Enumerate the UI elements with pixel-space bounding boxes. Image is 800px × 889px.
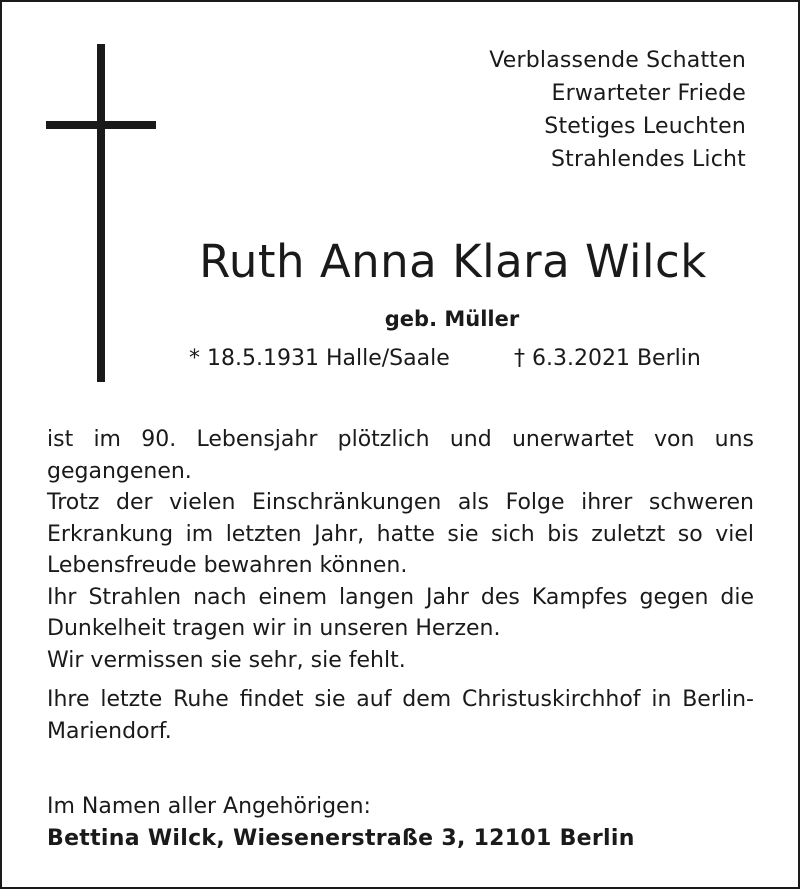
- body-paragraph: ist im 90. Lebensjahr plötzlich und unerwartet von uns gegangenen.: [47, 427, 754, 484]
- cross-horizontal-bar: [46, 121, 156, 129]
- body-paragraph: Trotz der vielen Einschränkungen als Folge ihrer schweren Erkrankung im letzten Jahr, hatte sie sich bis zuletzt so viel Lebensfreude bewahren können.: [47, 490, 754, 578]
- poem-line: Stetiges Leuchten: [544, 114, 746, 139]
- maiden-name: geb. Müller: [384, 307, 520, 331]
- cross-vertical-bar: [97, 44, 105, 382]
- signoff-intro: Im Namen aller Angehörigen:: [47, 794, 371, 819]
- birth-date: * 18.5.1931 Halle/Saale: [189, 346, 450, 371]
- body-paragraph: Ihr Strahlen nach einem langen Jahr des Kampfes gegen die Dunkelheit tragen wir in unseren Herzen.: [47, 584, 754, 641]
- poem: [489, 44, 746, 176]
- body-paragraph: Ihre letzte Ruhe findet sie auf dem Christuskirchhof in Berlin-Mariendorf.: [47, 687, 754, 744]
- deceased-name: Ruth Anna Klara Wilck: [199, 235, 707, 288]
- poem-line: Erwarteter Friede: [551, 81, 746, 106]
- signer: Bettina Wilck, Wiesenerstraße 3, 12101 Berlin: [47, 825, 635, 851]
- poem-line: Verblassende Schatten: [489, 48, 746, 73]
- death-date: † 6.3.2021 Berlin: [514, 346, 701, 371]
- body-paragraph: Wir vermissen sie sehr, sie fehlt.: [47, 647, 406, 673]
- obituary-text: [47, 424, 754, 854]
- poem-line: Strahlendes Licht: [550, 147, 746, 172]
